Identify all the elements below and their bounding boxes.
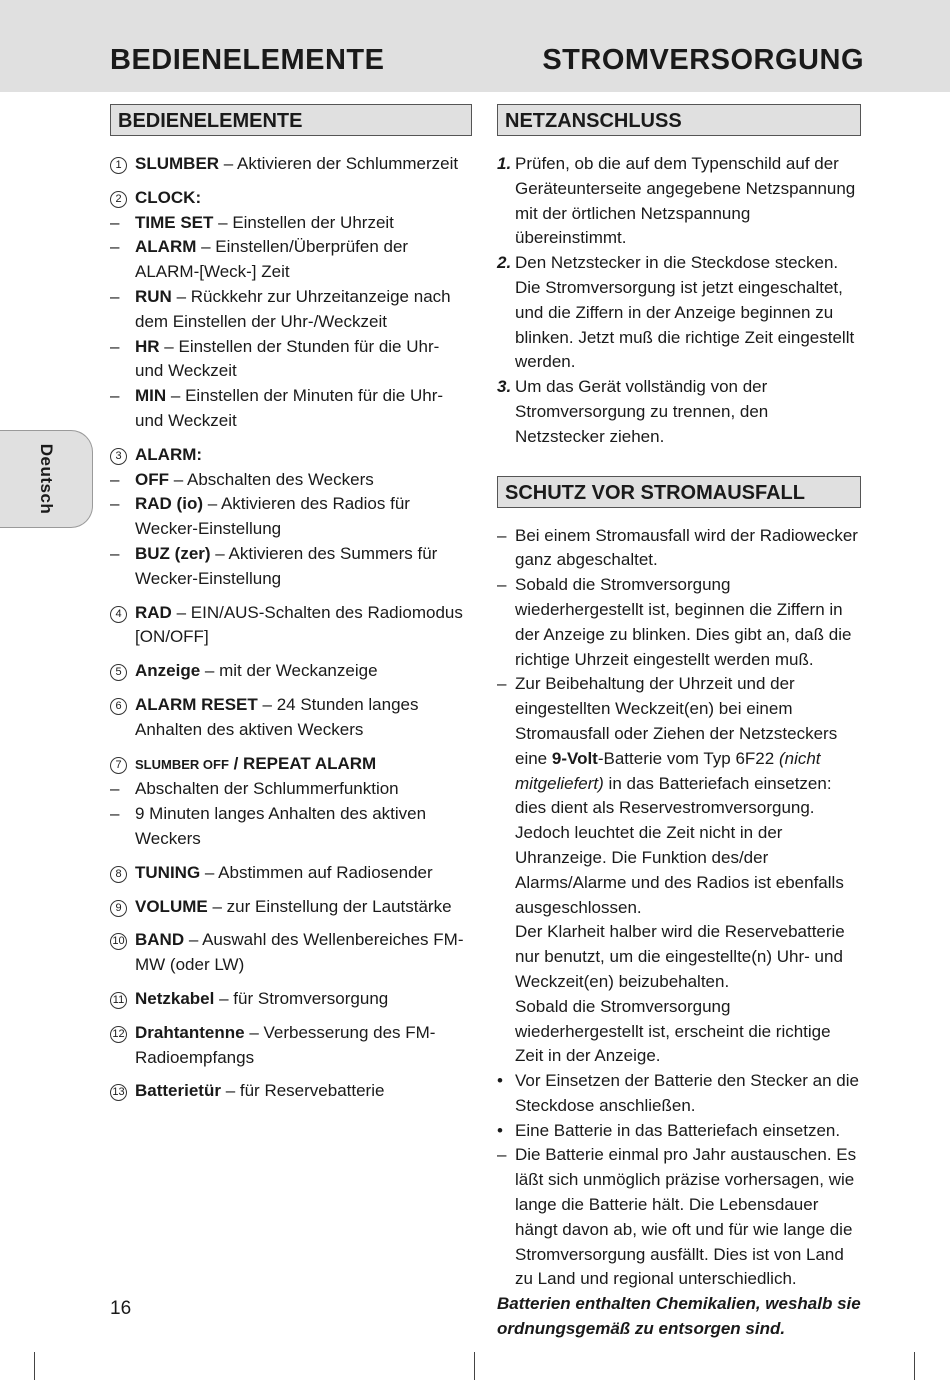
item-text: – 24 Stunden langes Anhalten des aktiven Weckers (135, 694, 419, 739)
item-text: – Aktivieren der Schlummerzeit (223, 154, 459, 173)
sub-label: TIME SET (135, 212, 214, 232)
schutz-bullet-item: • Eine Batterie in das Batteriefach einsetzen. (497, 1119, 861, 1144)
control-item (110, 186, 472, 211)
control-item (110, 987, 472, 1012)
item-number: 12 (110, 1026, 127, 1043)
item-text: – für Stromversorgung (219, 988, 389, 1008)
item-label: BAND (135, 930, 185, 950)
step-text: Um das Gerät vollständig von der Stromversorgung zu trennen, den Netzstecker ziehen. (515, 377, 769, 446)
item-number: 11 (110, 992, 127, 1009)
item-label: VOLUME (135, 896, 208, 916)
control-item (110, 895, 472, 920)
sub-item (110, 384, 472, 434)
item-number: 13 (110, 1084, 127, 1101)
item-label: / REPEAT ALARM (228, 753, 377, 773)
control-item (110, 752, 472, 778)
item-text: – Verbesserung des FM-Radioempfangs (135, 1022, 436, 1067)
sub-label: RAD (io) (135, 494, 203, 514)
power-column (497, 104, 861, 1342)
netz-heading: NETZANSCHLUSS (497, 104, 861, 136)
item-text: – für Reservebatterie (225, 1081, 385, 1101)
language-tab (0, 430, 93, 528)
step-text: Prüfen, ob die auf dem Typenschild auf der Geräteunterseite angegebene Netzspannung mit der örtlichen Netzspannung übereinstimmt. (515, 154, 856, 248)
controls-heading: BEDIENELEMENTE (110, 104, 472, 136)
language-tab-label: Deutsch (37, 443, 56, 515)
clock-sublist (110, 211, 472, 434)
item-number: 2 (110, 191, 127, 208)
item-number: 10 (110, 933, 127, 950)
sub-item (110, 285, 472, 335)
sub-text: – Aktivieren des Radios für Wecker-Einstellung (135, 494, 410, 539)
sub-label: HR (135, 336, 160, 356)
control-item (110, 861, 472, 886)
item-label: ALARM: (135, 444, 203, 464)
control-item (110, 152, 472, 177)
item-number: 5 (110, 664, 127, 681)
sub-text: – Einstellen der Stunden für die Uhr- und Weckzeit (135, 336, 440, 381)
item-text: – Auswahl des Wellenbereiches FM-MW (oder LW) (135, 930, 464, 975)
schutz-dash-item: – Die Batterie einmal pro Jahr austauschen. Es läßt sich unmöglich präzise vorhersagen, wie lange die Batterie hält. Die Lebensdauer hängt davon ab, wie oft und für wie lange die Stromversorgung ausfällt. Dies ist von Land zu Land und regional unterschiedlich. (497, 1143, 861, 1292)
netz-step (497, 152, 861, 251)
item-label: ALARM RESET (135, 694, 258, 714)
item-label: Batterietür (135, 1081, 221, 1101)
item-number: 8 (110, 866, 127, 883)
controls-column (110, 104, 472, 1113)
sub-label: ALARM (135, 237, 197, 257)
schutz-heading: SCHUTZ VOR STROMAUSFALL (497, 476, 861, 508)
slumber-off-sublist (110, 777, 472, 851)
control-item (110, 693, 472, 743)
item-number: 1 (110, 157, 127, 174)
item-label: Netzkabel (135, 988, 215, 1008)
item-text: – Abstimmen auf Radiosender (204, 862, 433, 882)
text-para: Sobald die Stromversorgung wiederhergestellt ist, erscheint die richtige Zeit in der Anzeige. (515, 996, 831, 1066)
item-number: 7 (110, 757, 127, 774)
text: in das Batteriefach einsetzen: dies dient als Reservestromversorgung. Jedoch leuchtet die Zeit nicht in der Uhranzeige. Die Funktion des/der Alarms/Alarme und des Radios ist ebenfalls ausgeschlossen. (515, 773, 844, 917)
text: Zur Beibehaltung der Uhrzeit und der eingestellten Weckzeit(en) bei einem Stromausfall oder Ziehen der Netzsteckers eine (515, 674, 838, 768)
step-number: 2. (497, 253, 512, 273)
crop-mark (914, 1352, 915, 1380)
control-item (110, 1021, 472, 1071)
item-label: SLUMBER (135, 154, 220, 173)
item-number: 4 (110, 606, 127, 623)
control-item (110, 443, 472, 468)
item-label: RAD (135, 602, 172, 622)
schutz-dash-item (497, 672, 861, 1069)
sub-label: RUN (135, 286, 172, 306)
item-text: – zur Einstellung der Lautstärke (212, 896, 452, 916)
sub-label: MIN (135, 386, 167, 406)
sub-item (110, 211, 472, 236)
sub-text: – Einstellen der Uhrzeit (218, 212, 394, 232)
crop-mark (474, 1352, 475, 1380)
control-item (110, 928, 472, 978)
sub-label: OFF (135, 469, 169, 489)
page-title-right: STROMVERSORGUNG (542, 44, 864, 76)
sub-item: – Abschalten der Schlummerfunktion (110, 777, 472, 802)
netz-step (497, 375, 861, 449)
sub-text: – Aktivieren des Summers für Wecker-Einstellung (135, 543, 438, 588)
item-number: 3 (110, 448, 127, 465)
item-label: Anzeige (135, 661, 201, 681)
item-label: CLOCK: (135, 187, 202, 207)
sub-label: BUZ (zer) (135, 543, 211, 563)
sub-item (110, 492, 472, 542)
schutz-dash-item: – Bei einem Stromausfall wird der Radiowecker ganz abgeschaltet. (497, 524, 861, 574)
item-label: Drahtantenne (135, 1022, 245, 1042)
step-number: 3. (497, 377, 512, 397)
sub-text: – Rückkehr zur Uhrzeitanzeige nach dem Einstellen der Uhr-/Weckzeit (135, 286, 451, 331)
schutz-bullet-item: • Vor Einsetzen der Batterie den Stecker an die Steckdose anschließen. (497, 1069, 861, 1119)
crop-mark (34, 1352, 35, 1380)
alarm-sublist (110, 468, 472, 592)
battery-warning: Batterien enthalten Chemikalien, weshalb sie ordnungsgemäß zu entsorgen sind. (497, 1294, 861, 1339)
text-para: Der Klarheit halber wird die Reservebatterie nur benutzt, um die eingestellte(n) Uhr- und Weckzeit(en) beizubehalten. (515, 922, 845, 991)
sub-item (110, 542, 472, 592)
item-number: 6 (110, 698, 127, 715)
sub-item: – 9 Minuten langes Anhalten des aktiven Weckers (110, 802, 472, 852)
control-item (110, 601, 472, 651)
item-number: 9 (110, 900, 127, 917)
page-number: 16 (110, 1298, 132, 1319)
sub-item (110, 335, 472, 385)
netz-step (497, 251, 861, 375)
sub-text: – Abschalten des Weckers (173, 469, 374, 489)
sub-text: – Einstellen der Minuten für die Uhr- und Weckzeit (135, 386, 444, 430)
page-title-left: BEDIENELEMENTE (110, 44, 385, 76)
item-text: – mit der Weckanzeige (204, 661, 378, 681)
control-item (110, 1079, 472, 1104)
not-included-note: (nicht mitgeliefert) (515, 748, 821, 793)
schutz-dash-item: – Sobald die Stromversorgung wiederhergestellt ist, beginnen die Ziffern in der Anzeige zu blinken. Dies gibt an, daß die richtige Uhrzeit eingestellt werden muß. (497, 573, 861, 672)
sub-item (110, 235, 472, 285)
text: -Batterie vom Typ 6F22 (597, 748, 779, 768)
item-label-small: SLUMBER OFF (135, 756, 229, 772)
battery-voltage: 9-Volt (551, 748, 598, 768)
control-item (110, 659, 472, 684)
sub-text: – Einstellen/Überprüfen der ALARM-[Weck-] Zeit (135, 237, 409, 282)
step-number: 1. (497, 154, 512, 173)
item-label: TUNING (135, 862, 201, 882)
item-text: – EIN/AUS-Schalten des Radiomodus [ON/OFF] (135, 602, 463, 647)
step-text: Den Netzstecker in die Steckdose stecken. Die Stromversorgung ist jetzt eingeschaltet, und die Ziffern in der Anzeige beginnen zu blinken. Jetzt muß die richtige Zeit eingestellt werden. (515, 253, 855, 372)
sub-item (110, 468, 472, 493)
